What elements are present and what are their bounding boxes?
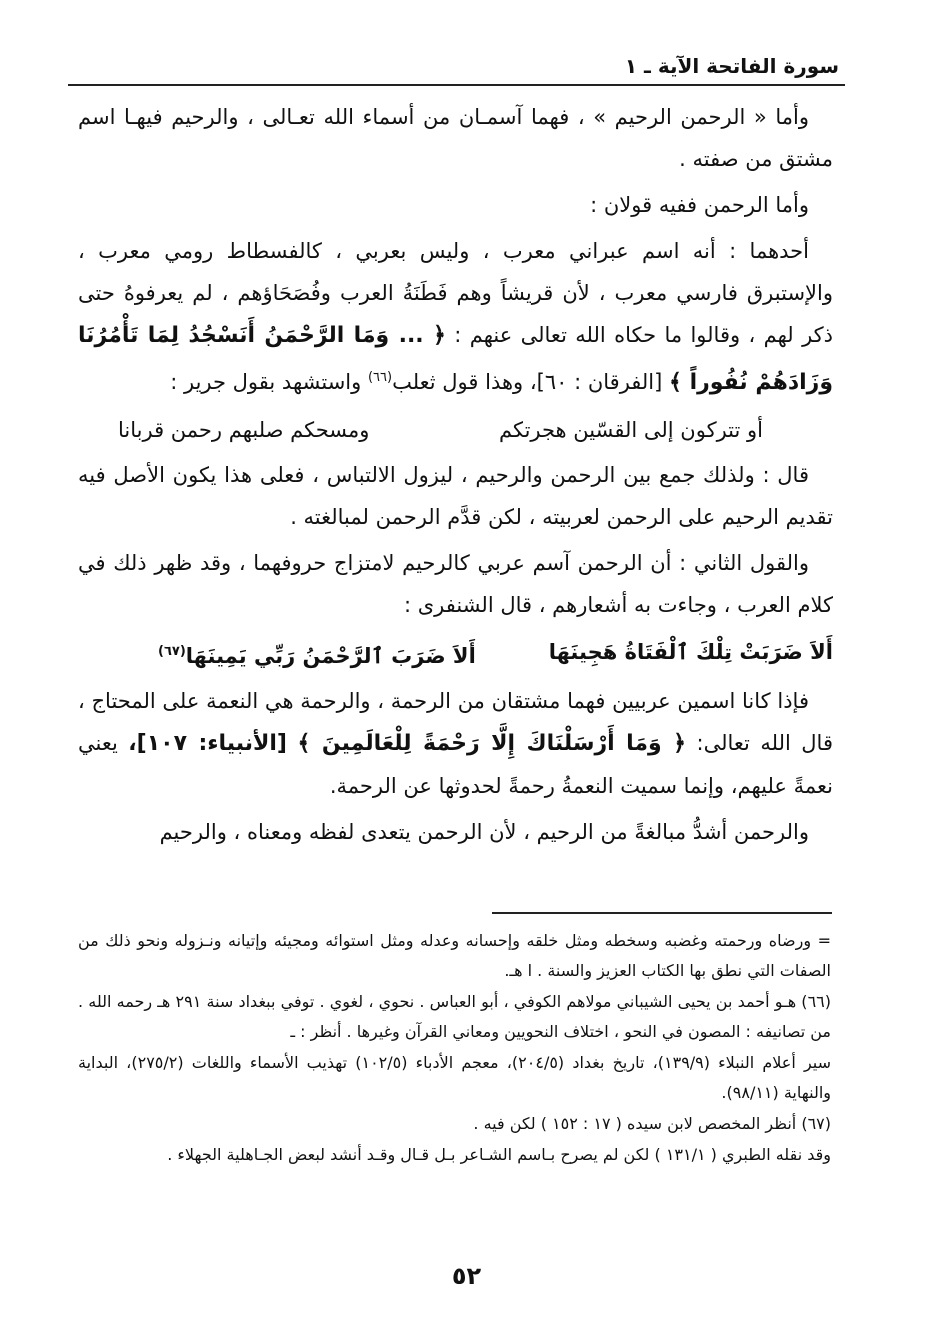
first-opinion-end: واستشهد بقول جرير : (170, 370, 368, 394)
poem-jarir-first-hemistich: أو تتركون إلى القسّين هجرتكم (499, 418, 763, 442)
footnotes (78, 926, 831, 1171)
quran-verse-anbiya: ﴿ وَمَا أَرْسَلْنَاكَ إِلَّا رَحْمَةً لِلْعَالَمِينَ ﴾ (297, 731, 687, 756)
verse-reference-anbiya: [الأنبياء: ١٠٧]، (128, 731, 287, 756)
paragraph-said: قال : ولذلك جمع بين الرحمن والرحيم ، ليزول الالتباس ، فعلى هذا يكون الأصل فيه تقديم الرحيم على الرحمن لعربيته ، لكن قدَّم الرحمن لمبالغته . (78, 463, 833, 529)
footnote-marker-66: (٦٦) (367, 370, 393, 385)
poem-shanfara-second-text: أَلاَ ضَرَبَ ٱلرَّحْمَنُ رَبِّي يَمِينَهَا (185, 644, 476, 668)
poem-shanfara (78, 630, 833, 678)
footnote-66-sources: سير أعلام النبلاء (١٣٩/٩)، تاريخ بغداد (٢٠٤/٥)، معجم الأدباء (١٠٢/٥) تهذيب الأسماء واللغات (٢٧٥/٢)، البداية والنهاية (٩٨/١١). (78, 1053, 832, 1102)
quran-verse-furqan: ﴿ ... وَمَا الرَّحْمَنُ أَنَسْجُدُ لِمَا تَأْمُرُنَا وَزَادَهُمْ نُفُوراً ﴾ (78, 323, 833, 395)
footnote-67-note: وقد نقله الطبري ( ١٣١/١ ) لكن لم يصرح بـاسم الشـاعر بـل قـال وقـد أنشد لبعض الجـاهلية الجهلاء . (167, 1145, 831, 1164)
running-header (68, 48, 845, 86)
paragraph-rahman-rahim: وأما « الرحمن الرحيم » ، فهما آسمـان من أسماء الله تعـالى ، والرحيم فيهـا اسم مشتق من صفته . (78, 105, 833, 171)
derivation-end: يعني نعمةً عليهم، وإنما سميت النعمةُ رحمةً لحدوثها عن الرحمة. (78, 731, 833, 798)
footnote-separator (492, 912, 832, 914)
poem-shanfara-second-hemistich (158, 630, 476, 678)
footnote-marker-67: (٦٧) (158, 644, 186, 659)
poem-jarir-second-hemistich: ومسحكم صلبهم رحمن قربانا (118, 418, 370, 442)
paragraph-derivation (78, 680, 833, 807)
verse-reference-furqan: [الفرقان : ٦٠]، وهذا قول ثعلب (392, 370, 670, 394)
poem-shanfara-first-hemistich: أَلاَ ضَرَبَتْ تِلْكَ ٱلْفَتَاةُ هَجِينَهَا (548, 640, 833, 664)
footnote-66: (٦٦) هـو أحمد بن يحيى الشيباني مولاهم الكوفي ، أبو العباس . نحوي ، لغوي . توفي ببغداد سنة ٢٩١ هـ رحمه الله . من تصانيفه : المصون في النحو ، اختلاف النحويين ومعاني القرآن وغيرها . أنظر : ـ (78, 992, 831, 1041)
derivation-text: فإذا كانا اسمين عربيين فهما مشتقان من الرحمة ، والرحمة هي النعمة على المحتاج ، قال الله تعالى: (78, 689, 833, 755)
paragraph-first-opinion (78, 230, 833, 404)
first-opinion-text: أحدهما : أنه اسم عبراني معرب ، وليس بعربي ، كالفسطاط رومي معرب ، والإستبرق فارسي معرب ، لأن قريشاً وهم فَطَنَةُ العرب وفُصَحَاؤهم ، لم يعرفوهُ حتى ذكر لهم ، وقالوا ما حكاه الله تعالى عنهم : (78, 239, 833, 347)
footnote-continuation: = ورضاه ورحمته وغضبه وسخطه ومثل خلقه وإحسانه وعدله ومثل استوائه ومجيئه وإتيانه ونـزوله ونحو ذلك من الصفات التي نطق بها الكتاب العزيز والسنة . ا هـ. (78, 931, 831, 980)
paragraph-two-opinions: وأما الرحمن ففيه قولان : (590, 193, 809, 217)
poem-jarir (78, 408, 833, 452)
chapter-title: سورة الفاتحة الآية ـ ١ (624, 54, 839, 78)
paragraph-second-opinion: والقول الثاني : أن الرحمن آسم عربي كالرحيم لامتزاج حروفهما ، وقد ظهر ذلك في كلام العرب ، وجاءت به أشعارهم ، قال الشنفرى : (78, 551, 833, 617)
page-number: ٥٢ (451, 1262, 482, 1290)
paragraph-intensity: والرحمن أشدُّ مبالغةً من الرحيم ، لأن الرحمن يتعدى لفظه ومعناه ، والرحيم (159, 820, 809, 844)
footnote-67: (٦٧) أنظر المخصص لابن سيده ( ١٧ : ١٥٢ ) لكن فيه . (473, 1114, 831, 1133)
main-text (78, 96, 833, 857)
